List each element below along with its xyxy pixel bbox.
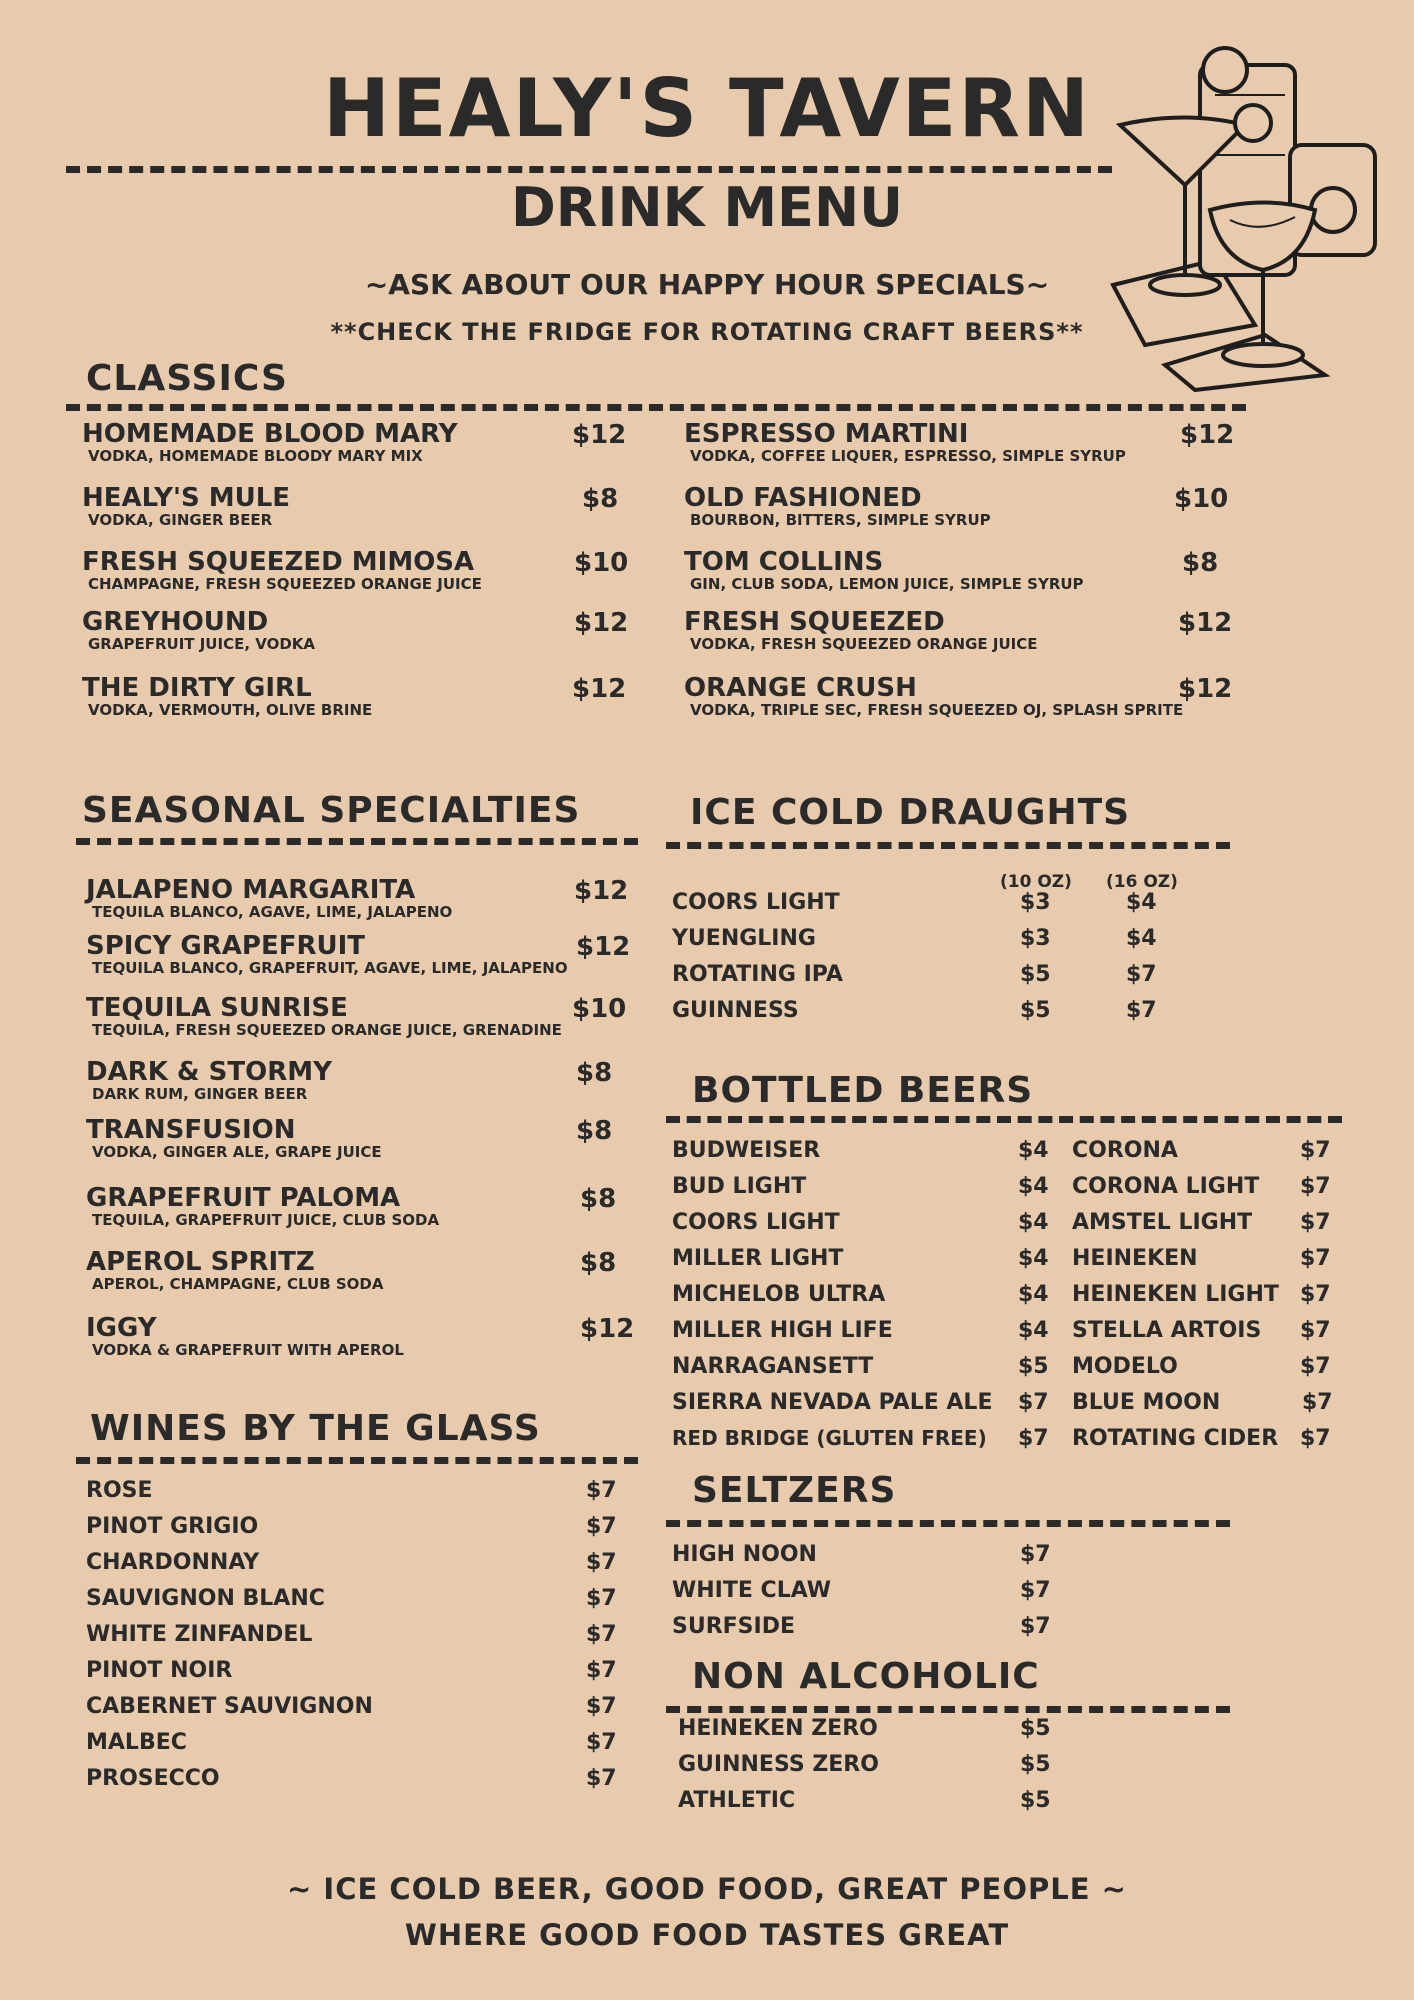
item-name: GRAPEFRUIT PALOMA	[86, 1183, 401, 1213]
bottled-divider	[666, 1116, 1342, 1123]
menu-item	[684, 420, 1244, 464]
item-description: DARK RUM, GINGER BEER	[92, 1085, 308, 1103]
wine-name: CHARDONNAY	[86, 1550, 260, 1575]
item-price: $8	[576, 1058, 613, 1088]
item-price: $10	[1174, 484, 1229, 514]
menu-item	[82, 547, 629, 593]
bottle-name: SIERRA NEVADA PALE ALE	[672, 1390, 993, 1415]
bottle-price: $7	[1300, 1426, 1331, 1451]
section-title-draughts: ICE COLD DRAUGHTS	[690, 792, 1131, 833]
cocktail-glasses-illustration-icon	[1105, 45, 1385, 395]
draught-size-10oz: (10 OZ)	[1000, 872, 1072, 892]
draught-price-large: $7	[1126, 998, 1157, 1023]
item-price: $8	[580, 1248, 617, 1278]
bottle-name: COORS LIGHT	[672, 1210, 840, 1235]
seltzers-divider	[666, 1520, 1230, 1527]
wine-name: ROSE	[86, 1478, 153, 1503]
wine-price: $7	[586, 1766, 617, 1791]
item-description: VODKA, COFFEE LIQUER, ESPRESSO, SIMPLE SYRUP	[690, 447, 1126, 465]
draught-price-large: $4	[1126, 890, 1157, 915]
wine-name: CABERNET SAUVIGNON	[86, 1694, 373, 1719]
item-name: ESPRESSO MARTINI	[684, 419, 969, 449]
item-description: VODKA, VERMOUTH, OLIVE BRINE	[88, 701, 373, 719]
item-name: APEROL SPRITZ	[86, 1247, 315, 1277]
bottle-name: ROTATING CIDER	[1072, 1426, 1279, 1451]
item-name: IGGY	[86, 1313, 157, 1343]
menu-item	[86, 1116, 631, 1160]
item-price: $12	[576, 932, 631, 962]
classics-divider	[66, 404, 1246, 411]
item-price: $12	[580, 1314, 635, 1344]
section-title-wines: WINES BY THE GLASS	[90, 1408, 541, 1449]
draughts-divider	[666, 842, 1230, 849]
bottle-name: AMSTEL LIGHT	[1072, 1210, 1253, 1235]
item-name: DARK & STORMY	[86, 1057, 332, 1087]
item-name: SPICY GRAPEFRUIT	[86, 931, 366, 961]
bottle-price: $7	[1300, 1282, 1331, 1307]
item-name: GREYHOUND	[82, 607, 269, 637]
wine-name: MALBEC	[86, 1730, 187, 1755]
wine-name: SAUVIGNON BLANC	[86, 1586, 325, 1611]
menu-title: HEALY'S TAVERN	[323, 62, 1091, 155]
non-alcoholic-price: $5	[1020, 1752, 1051, 1777]
bottle-name: STELLA ARTOIS	[1072, 1318, 1262, 1343]
item-name: HOMEMADE BLOOD MARY	[82, 419, 458, 449]
seltzer-name: WHITE CLAW	[672, 1578, 832, 1603]
item-description: CHAMPAGNE, FRESH SQUEEZED ORANGE JUICE	[88, 575, 482, 593]
bottle-name: MICHELOB ULTRA	[672, 1282, 886, 1307]
draught-price-small: $3	[1020, 890, 1051, 915]
bottle-name: BUDWEISER	[672, 1138, 821, 1163]
bottle-price: $7	[1300, 1354, 1331, 1379]
menu-item	[86, 1248, 631, 1292]
item-price: $8	[580, 1184, 617, 1214]
item-price: $12	[1180, 420, 1235, 450]
item-description: VODKA, GINGER BEER	[88, 511, 273, 529]
bottle-name: CORONA	[1072, 1138, 1178, 1163]
bottle-name: RED BRIDGE (GLUTEN FREE)	[672, 1426, 987, 1450]
bottle-price: $4	[1018, 1210, 1049, 1235]
item-price: $8	[582, 484, 619, 514]
wine-price: $7	[586, 1514, 617, 1539]
menu-item	[86, 932, 631, 976]
fridge-note: **CHECK THE FRIDGE FOR ROTATING CRAFT BEERS**	[330, 318, 1084, 346]
bottle-name: HEINEKEN	[1072, 1246, 1198, 1271]
item-description: VODKA, HOMEMADE BLOODY MARY MIX	[88, 447, 423, 465]
draught-name: YUENGLING	[672, 926, 816, 951]
item-price: $12	[1178, 608, 1233, 638]
bottle-price: $7	[1300, 1138, 1331, 1163]
menu-item	[86, 1184, 631, 1228]
item-name: FRESH SQUEEZED MIMOSA	[82, 547, 475, 577]
item-name: TRANSFUSION	[86, 1115, 296, 1145]
item-price: $8	[576, 1116, 613, 1146]
bottle-price: $7	[1302, 1390, 1333, 1415]
draught-price-large: $7	[1126, 962, 1157, 987]
draught-price-small: $3	[1020, 926, 1051, 951]
bottle-name: NARRAGANSETT	[672, 1354, 874, 1379]
wine-name: PINOT GRIGIO	[86, 1514, 259, 1539]
wine-name: PROSECCO	[86, 1766, 220, 1791]
section-title-bottled: BOTTLED BEERS	[692, 1070, 1034, 1111]
bottle-name: MODELO	[1072, 1354, 1178, 1379]
menu-item	[684, 674, 1244, 718]
wine-price: $7	[586, 1478, 617, 1503]
seltzer-price: $7	[1020, 1614, 1051, 1639]
item-name: TEQUILA SUNRISE	[86, 993, 348, 1023]
wine-name: PINOT NOIR	[86, 1658, 233, 1683]
item-name: THE DIRTY GIRL	[82, 673, 312, 703]
seltzer-price: $7	[1020, 1578, 1051, 1603]
menu-item	[86, 1313, 635, 1359]
wine-name: WHITE ZINFANDEL	[86, 1622, 313, 1647]
item-description: TEQUILA BLANCO, GRAPEFRUIT, AGAVE, LIME, JALAPENO	[92, 959, 568, 977]
item-description: GIN, CLUB SODA, LEMON JUICE, SIMPLE SYRUP	[690, 575, 1084, 593]
bottle-price: $7	[1300, 1174, 1331, 1199]
item-name: HEALY'S MULE	[82, 483, 291, 513]
item-description: VODKA, GINGER ALE, GRAPE JUICE	[92, 1143, 382, 1161]
item-price: $12	[572, 420, 627, 450]
menu-item	[684, 484, 1244, 528]
wine-price: $7	[586, 1622, 617, 1647]
bottle-price: $4	[1018, 1282, 1049, 1307]
item-description: VODKA, TRIPLE SEC, FRESH SQUEEZED OJ, SPLASH SPRITE	[690, 701, 1184, 719]
menu-item	[82, 419, 627, 465]
wines-divider	[76, 1457, 638, 1464]
seasonal-divider	[76, 838, 638, 845]
item-price: $12	[1178, 674, 1233, 704]
bottle-name: CORONA LIGHT	[1072, 1174, 1260, 1199]
menu-item	[82, 484, 622, 528]
item-description: BOURBON, BITTERS, SIMPLE SYRUP	[690, 511, 991, 529]
item-description: VODKA & GRAPEFRUIT WITH APEROL	[92, 1341, 404, 1359]
item-price: $12	[574, 876, 629, 906]
item-name: JALAPENO MARGARITA	[86, 875, 416, 905]
item-description: VODKA, FRESH SQUEEZED ORANGE JUICE	[690, 635, 1038, 653]
item-name: ORANGE CRUSH	[684, 673, 917, 703]
section-title-non-alcoholic: NON ALCOHOLIC	[692, 1656, 1040, 1697]
section-title-classics: CLASSICS	[86, 358, 288, 399]
non-alcoholic-price: $5	[1020, 1788, 1051, 1813]
bottle-price: $4	[1018, 1246, 1049, 1271]
header-divider	[66, 166, 1112, 173]
wine-price: $7	[586, 1550, 617, 1575]
draught-name: ROTATING IPA	[672, 962, 843, 987]
footer-slogan: WHERE GOOD FOOD TASTES GREAT	[404, 1918, 1010, 1952]
bottle-name: HEINEKEN LIGHT	[1072, 1282, 1279, 1307]
bottle-price: $5	[1018, 1354, 1049, 1379]
bottle-price: $7	[1018, 1390, 1049, 1415]
draught-size-16oz: (16 OZ)	[1106, 872, 1178, 892]
item-price: $10	[574, 548, 629, 578]
draught-name: COORS LIGHT	[672, 890, 840, 915]
non-alcoholic-name: ATHLETIC	[678, 1788, 796, 1813]
bottle-name: BUD LIGHT	[672, 1174, 807, 1199]
item-description: TEQUILA, FRESH SQUEEZED ORANGE JUICE, GRENADINE	[92, 1021, 562, 1039]
section-title-seasonal: SEASONAL SPECIALTIES	[82, 790, 581, 831]
item-description: TEQUILA, GRAPEFRUIT JUICE, CLUB SODA	[92, 1211, 440, 1229]
item-name: OLD FASHIONED	[684, 483, 922, 513]
bottle-price: $4	[1018, 1174, 1049, 1199]
bottle-price: $4	[1018, 1138, 1049, 1163]
item-name: FRESH SQUEEZED	[684, 607, 945, 637]
bottle-name: MILLER HIGH LIFE	[672, 1318, 893, 1343]
bottle-price: $7	[1018, 1426, 1049, 1451]
wine-price: $7	[586, 1730, 617, 1755]
bottle-name: MILLER LIGHT	[672, 1246, 844, 1271]
seltzer-name: SURFSIDE	[672, 1614, 795, 1639]
non-alcoholic-price: $5	[1020, 1716, 1051, 1741]
menu-item	[86, 876, 631, 920]
seltzer-price: $7	[1020, 1542, 1051, 1567]
menu-subtitle: DRINK MENU	[510, 176, 903, 239]
menu-item	[684, 548, 1244, 592]
menu-item	[86, 1058, 631, 1102]
menu-item	[684, 608, 1244, 652]
happy-hour-note: ~ASK ABOUT OUR HAPPY HOUR SPECIALS~	[364, 268, 1050, 301]
non-alcoholic-name: HEINEKEN ZERO	[678, 1716, 878, 1741]
wine-price: $7	[586, 1658, 617, 1683]
menu-item	[82, 607, 629, 653]
bottle-price: $7	[1300, 1318, 1331, 1343]
draught-price-large: $4	[1126, 926, 1157, 951]
draught-price-small: $5	[1020, 962, 1051, 987]
footer-tagline: ~ ICE COLD BEER, GOOD FOOD, GREAT PEOPLE ~	[287, 1872, 1127, 1906]
item-price: $10	[572, 994, 627, 1024]
draught-price-small: $5	[1020, 998, 1051, 1023]
item-price: $12	[572, 674, 627, 704]
wine-price: $7	[586, 1586, 617, 1611]
menu-item	[82, 673, 627, 719]
item-name: TOM COLLINS	[684, 547, 884, 577]
menu-item	[86, 994, 631, 1038]
bottle-name: BLUE MOON	[1072, 1390, 1221, 1415]
non-alcoholic-divider	[666, 1706, 1230, 1713]
bottle-price: $4	[1018, 1318, 1049, 1343]
item-description: TEQUILA BLANCO, AGAVE, LIME, JALAPENO	[92, 903, 453, 921]
item-price: $8	[1182, 548, 1219, 578]
section-title-seltzers: SELTZERS	[692, 1470, 897, 1511]
seltzer-name: HIGH NOON	[672, 1542, 817, 1567]
non-alcoholic-name: GUINNESS ZERO	[678, 1752, 879, 1777]
bottle-price: $7	[1300, 1246, 1331, 1271]
item-description: APEROL, CHAMPAGNE, CLUB SODA	[92, 1275, 384, 1293]
item-description: GRAPEFRUIT JUICE, VODKA	[88, 635, 316, 653]
bottle-price: $7	[1300, 1210, 1331, 1235]
wine-price: $7	[586, 1694, 617, 1719]
item-price: $12	[574, 608, 629, 638]
draught-name: GUINNESS	[672, 998, 799, 1023]
